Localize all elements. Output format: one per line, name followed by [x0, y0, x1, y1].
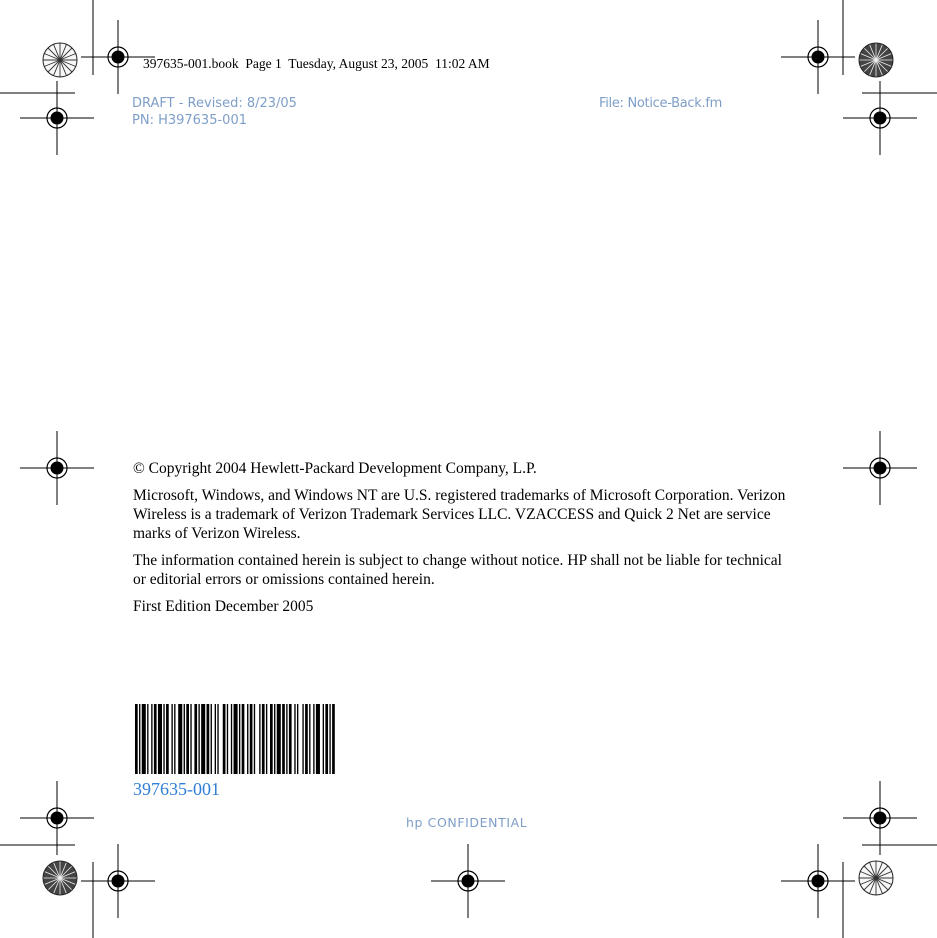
draft-header	[132, 95, 297, 129]
registration-mark	[81, 844, 155, 918]
registration-mark	[781, 844, 855, 918]
registration-mark	[843, 781, 917, 855]
registration-mark	[843, 431, 917, 505]
trademark-notice: Microsoft, Windows, and Windows NT are U.S. registered trademarks of Microsoft Corporation. Verizon Wireless is a trademark of Verizon Trademark Services LLC. VZACCESS and Quick 2 Net are service marks of Verizon Wireless.	[133, 487, 786, 542]
notice-body	[133, 459, 793, 624]
registration-mark	[20, 431, 94, 505]
registration-mark	[843, 81, 917, 155]
book-info-line: 397635-001.book Page 1 Tuesday, August 23, 2005 11:02 AM	[143, 56, 490, 71]
registration-mark	[20, 781, 94, 855]
draft-revised-line: DRAFT - Revised: 8/23/05	[132, 96, 297, 111]
starburst-bottom-right	[859, 861, 893, 895]
file-name-header: File: Notice-Back.fm	[599, 96, 722, 111]
registration-mark	[431, 844, 505, 918]
starburst-top-right	[859, 43, 893, 77]
edition-notice: First Edition December 2005	[133, 598, 314, 615]
starburst-bottom-left	[43, 861, 77, 895]
barcode-part-number: 397635-001	[133, 779, 220, 799]
registration-mark	[781, 20, 855, 94]
disclaimer-notice: The information contained herein is subject to change without notice. HP shall not be liable for technical or editorial errors or omissions contained herein.	[133, 552, 782, 588]
barcode	[133, 704, 399, 774]
starburst-top-left	[43, 43, 77, 77]
registration-mark	[20, 81, 94, 155]
confidential-footer: hp CONFIDENTIAL	[406, 815, 528, 830]
part-number-line: PN: H397635-001	[132, 113, 247, 128]
copyright-notice: © Copyright 2004 Hewlett-Packard Development Company, L.P.	[133, 460, 537, 477]
